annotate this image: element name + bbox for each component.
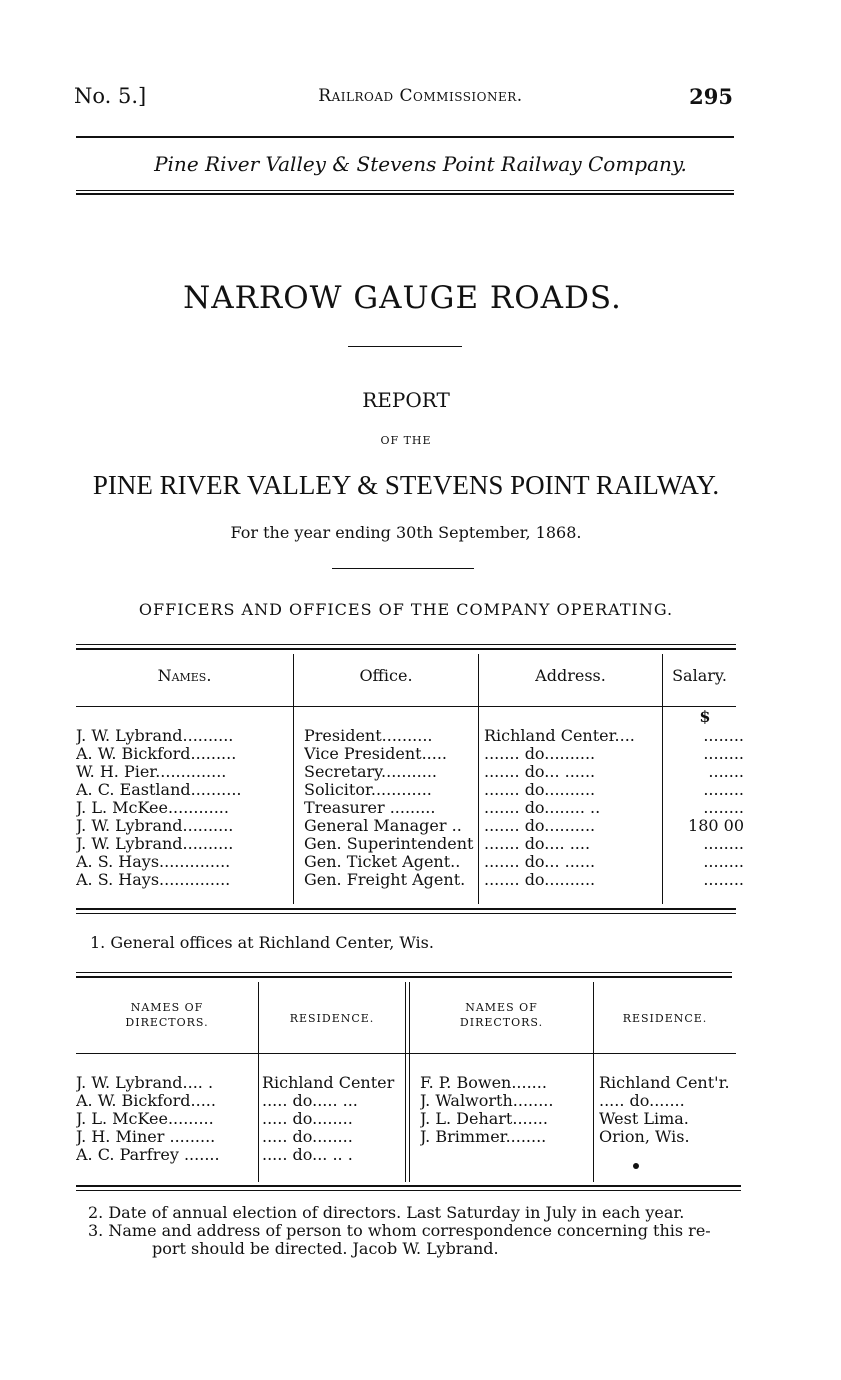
currency-symbol: $ bbox=[699, 708, 711, 726]
officers-table-top-rule bbox=[76, 644, 736, 645]
director-name: J. L. McKee......... bbox=[76, 1110, 214, 1128]
note-general-offices: 1. General offices at Richland Center, Wis. bbox=[90, 933, 434, 952]
officers-col-divider bbox=[662, 654, 663, 904]
director-residence: ..... do... .. . bbox=[262, 1146, 353, 1164]
col-header-director-names: NAMES OF DIRECTORS. bbox=[125, 1001, 209, 1029]
director-name: J. W. Lybrand.... . bbox=[76, 1074, 214, 1092]
col-header-residence: RESIDENCE. bbox=[289, 1012, 375, 1025]
running-rule-bottom bbox=[76, 193, 734, 195]
officers-col-divider bbox=[293, 654, 294, 904]
director-residence: Orion, Wis. bbox=[599, 1128, 690, 1146]
col-header-residence: RESIDENCE. bbox=[622, 1012, 708, 1025]
officers-table-header-rule bbox=[76, 706, 736, 707]
year-line: For the year ending 30th September, 1868. bbox=[230, 523, 582, 542]
director-name: J. H. Miner ......... bbox=[76, 1128, 216, 1146]
officer-salary: ........ bbox=[703, 727, 744, 745]
officer-address: ....... do.......... bbox=[484, 745, 596, 763]
officer-address: ....... do... ...... bbox=[484, 853, 596, 871]
director-name: J. L. Dehart....... bbox=[420, 1110, 548, 1128]
officers-col-divider bbox=[478, 654, 479, 904]
note-correspondence: 3. Name and address of person to whom correspondence concerning this re- bbox=[88, 1221, 711, 1240]
director-name: F. P. Bowen....... bbox=[420, 1074, 547, 1092]
report-label: REPORT bbox=[362, 388, 450, 412]
officer-address: ....... do.......... bbox=[484, 871, 596, 889]
officer-office: Gen. Freight Agent. bbox=[304, 871, 466, 889]
officer-office: President.......... bbox=[304, 727, 433, 745]
running-rule-top bbox=[76, 190, 734, 191]
title-rule bbox=[348, 346, 462, 347]
of-the-label: OF THE bbox=[380, 434, 432, 447]
officer-office: General Manager .. bbox=[304, 817, 462, 835]
col-header-office: Office. bbox=[359, 667, 413, 685]
director-name: A. W. Bickford..... bbox=[76, 1092, 216, 1110]
officer-name: A. C. Eastland.......... bbox=[76, 781, 242, 799]
officer-salary: ........ bbox=[703, 871, 744, 889]
officer-salary: ........ bbox=[703, 781, 744, 799]
officer-address: ....... do........ .. bbox=[484, 799, 601, 817]
issue-number: No. 5.] bbox=[74, 84, 147, 108]
col-header-director-names: NAMES OF DIRECTORS. bbox=[459, 1001, 544, 1029]
officer-salary: ........ bbox=[703, 745, 744, 763]
directors-table-bottom-rule bbox=[76, 1185, 741, 1187]
officer-name: J. L. McKee............ bbox=[76, 799, 229, 817]
officer-address: ....... do.......... bbox=[484, 781, 596, 799]
officer-address: ....... do... ...... bbox=[484, 763, 596, 781]
officer-name: J. W. Lybrand.......... bbox=[76, 817, 234, 835]
ink-dot bbox=[633, 1163, 639, 1169]
header-rule bbox=[76, 136, 734, 138]
officer-address: ....... do.... .... bbox=[484, 835, 591, 853]
officer-name: A. S. Hays.............. bbox=[76, 853, 231, 871]
director-name: J. Brimmer........ bbox=[420, 1128, 547, 1146]
note-correspondence-cont: port should be directed. Jacob W. Lybrand. bbox=[152, 1239, 499, 1258]
director-residence: Richland Center bbox=[262, 1074, 395, 1092]
officer-address: Richland Center.... bbox=[484, 727, 635, 745]
officer-name: W. H. Pier.............. bbox=[76, 763, 227, 781]
director-residence: Richland Cent'r. bbox=[599, 1074, 730, 1092]
officer-name: J. W. Lybrand.......... bbox=[76, 727, 234, 745]
director-name: A. C. Parfrey ....... bbox=[76, 1146, 220, 1164]
officer-office: Gen. Ticket Agent.. bbox=[304, 853, 461, 871]
officer-office: Solicitor............ bbox=[304, 781, 432, 799]
col-header-address: Address. bbox=[535, 667, 606, 685]
col-header-names: Names. bbox=[157, 667, 212, 685]
officer-address: ....... do.......... bbox=[484, 817, 596, 835]
col-header-salary: Salary. bbox=[672, 667, 727, 685]
director-residence: ..... do........ bbox=[262, 1128, 353, 1146]
directors-table-top-rule-2 bbox=[76, 976, 732, 978]
officer-office: Vice President..... bbox=[304, 745, 447, 763]
directors-table-top-rule bbox=[76, 972, 732, 973]
officer-salary: ........ bbox=[703, 799, 744, 817]
officer-office: Treasurer ......... bbox=[304, 799, 436, 817]
running-title: Pine River Valley & Stevens Point Railway Company. bbox=[154, 152, 687, 176]
officer-salary: ........ bbox=[703, 835, 744, 853]
page-number: 295 bbox=[689, 84, 733, 109]
header-title: Railroad Commissioner. bbox=[318, 86, 523, 106]
year-rule bbox=[332, 568, 474, 569]
note-election-date: 2. Date of annual election of directors. Last Saturday in July in each year. bbox=[88, 1203, 685, 1222]
director-residence: ..... do........ bbox=[262, 1110, 353, 1128]
directors-table-header-rule bbox=[76, 1053, 736, 1054]
officer-office: Gen. Superintendent bbox=[304, 835, 474, 853]
director-residence: West Lima. bbox=[599, 1110, 689, 1128]
section-title: NARROW GAUGE ROADS. bbox=[183, 280, 622, 316]
director-name: J. Walworth........ bbox=[420, 1092, 554, 1110]
officer-name: A. W. Bickford......... bbox=[76, 745, 237, 763]
officers-table-bottom-rule bbox=[76, 908, 736, 910]
directors-col-divider-double bbox=[405, 982, 406, 1182]
officers-table-top-rule-2 bbox=[76, 648, 736, 650]
director-residence: ..... do....... bbox=[599, 1092, 685, 1110]
officer-salary: ....... bbox=[708, 763, 744, 781]
officer-salary: 180 00 bbox=[688, 817, 744, 835]
officer-office: Secretary........... bbox=[304, 763, 437, 781]
director-residence: ..... do..... ... bbox=[262, 1092, 358, 1110]
officer-name: J. W. Lybrand.......... bbox=[76, 835, 234, 853]
directors-table-bottom-rule-2 bbox=[76, 1190, 741, 1191]
officer-salary: ........ bbox=[703, 853, 744, 871]
officers-table-bottom-rule-2 bbox=[76, 913, 736, 914]
officers-heading: OFFICERS AND OFFICES OF THE COMPANY OPERATING. bbox=[138, 600, 674, 619]
company-name: PINE RIVER VALLEY & STEVENS POINT RAILWAY. bbox=[92, 470, 720, 500]
officer-name: A. S. Hays.............. bbox=[76, 871, 231, 889]
